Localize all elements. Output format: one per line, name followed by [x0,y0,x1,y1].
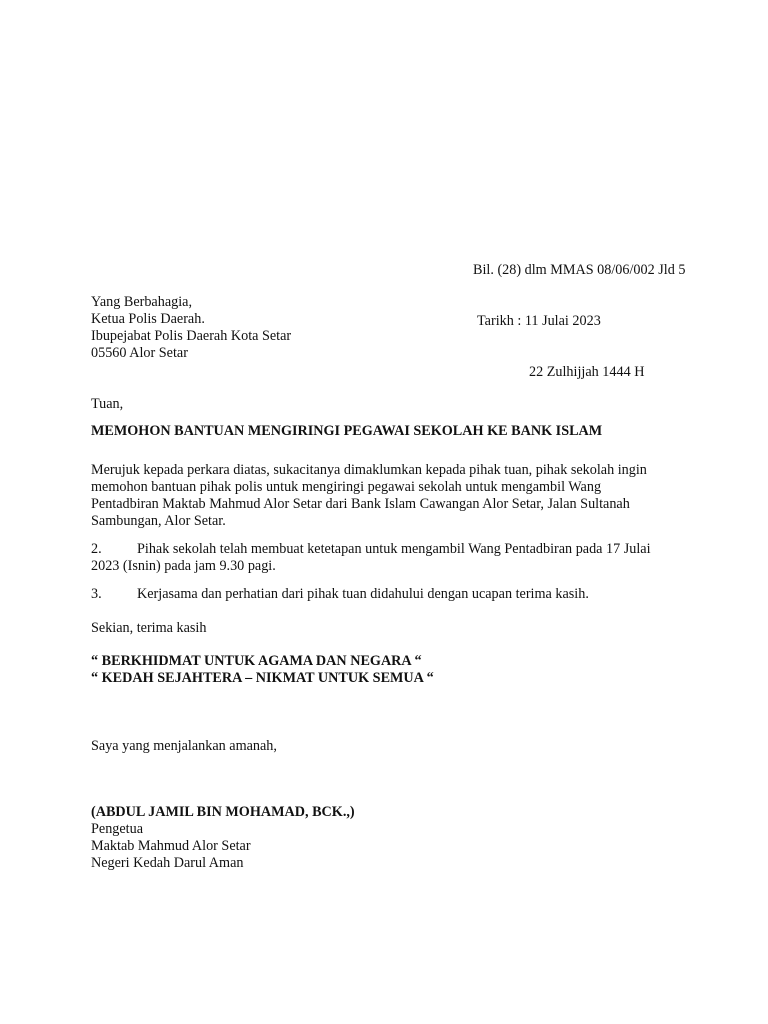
recipient-postcode-city: 05560 Alor Setar [91,345,188,361]
paragraph-1-line: Merujuk kepada perkara diatas, sukacitanya dimaklumkan kepada pihak tuan, pihak sekolah ingin [91,462,647,478]
trust-line: Saya yang menjalankan amanah, [91,738,277,754]
salutation: Tuan, [91,396,124,412]
paragraph-3-number: 3. [91,586,102,602]
signatory-state: Negeri Kedah Darul Aman [91,855,244,871]
paragraph-3 [91,586,691,603]
motto-block [91,653,691,687]
hijri-date: 22 Zulhijjah 1444 H [529,364,645,380]
paragraph-1-line: memohon bantuan pihak polis untuk mengiringi pegawai sekolah untuk mengambil Wang [91,479,602,495]
signatory-position: Pengetua [91,821,144,837]
letter-date: Tarikh : 11 Julai 2023 [477,313,601,329]
paragraph-2-first-line [91,541,691,558]
paragraph-1 [91,462,691,530]
letter-subject: MEMOHON BANTUAN MENGIRINGI PEGAWAI SEKOLAH KE BANK ISLAM [91,423,603,439]
paragraph-3-line [91,586,691,603]
recipient-address [91,294,691,362]
motto-line-1: “ BERKHIDMAT UNTUK AGAMA DAN NEGARA “ [91,653,422,669]
signatory-name: (ABDUL JAMIL BIN MOHAMAD, BCK.,) [91,804,355,820]
paragraph-2-line: 2023 (Isnin) pada jam 9.30 pagi. [91,558,276,574]
paragraph-2-line: Pihak sekolah telah membuat ketetapan untuk mengambil Wang Pentadbiran pada 17 Julai [137,541,651,557]
signatory-block [91,804,691,872]
signatory-school: Maktab Mahmud Alor Setar [91,838,251,854]
paragraph-2-number: 2. [91,541,102,557]
closing-remark: Sekian, terima kasih [91,620,207,636]
paragraph-2 [91,541,691,575]
recipient-honorific: Yang Berbahagia, [91,294,193,310]
paragraph-1-line: Pentadbiran Maktab Mahmud Alor Setar dari Bank Islam Cawangan Alor Setar, Jalan Sultanah [91,496,630,512]
motto-line-2: “ KEDAH SEJAHTERA – NIKMAT UNTUK SEMUA “ [91,670,434,686]
recipient-title: Ketua Polis Daerah. [91,311,205,327]
paragraph-3-text: Kerjasama dan perhatian dari pihak tuan didahului dengan ucapan terima kasih. [137,586,589,602]
paragraph-1-line: Sambungan, Alor Setar. [91,513,226,529]
recipient-office: Ibupejabat Polis Daerah Kota Setar [91,328,292,344]
reference-number: Bil. (28) dlm MMAS 08/06/002 Jld 5 [473,262,686,278]
